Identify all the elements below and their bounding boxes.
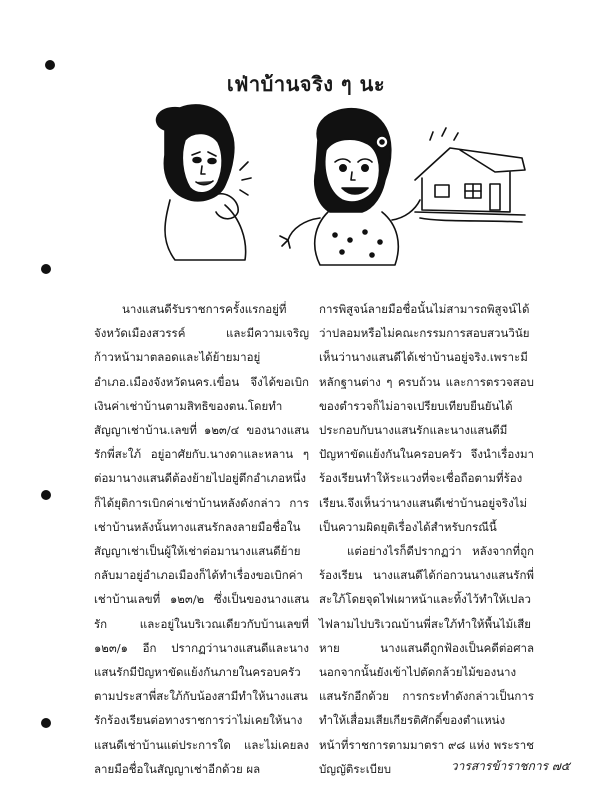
punch-hole-icon [41,264,51,274]
left-woman-figure [157,105,251,260]
punch-hole-icon [41,718,51,728]
punch-hole-icon [41,490,51,500]
paragraph: นางแสนดีรับราชการครั้งแรกอยู่ที่จังหวัดเมืองสวรรค์ และมีความเจริญก้าวหน้ามาตลอดและได้ย้ายมาอยู่อำเภอ.เมืองจังหวัดนคร.เขื่อน จึงได้ขอเบิกเงินค่าเช่าบ้านตามสิทธิของตน.โดยทำสัญญาเช่าบ้าน.เลขที่ ๑๒๓/๔ ของนางแสนรักพี่สะใภ้ อยู่อาศัยกับ.นางดาและหลาน ๆ ต่อมานางแสนดีต้องย้ายไปอยู่ตึกอำเภอหนึ่งก็ได้ยุติการเบิกค่าเช่าบ้านหลังดังกล่าว การเช่าบ้านหลังนั้นทางแสนรักลงลายมือชื่อในสัญญาเช่าเป็นผู้ให้เช่าต่อมานางแสนดีย้ายกลับมาอยู่อำเภอเมืองก็ได้ทำเรื่องขอเบิกค่าเช่าบ้านเลขที่ ๑๒๓/๒ ซึ่งเป็นของนางแสนรัก และอยู่ในบริเวณเดียวกับบ้านเลขที่ ๑๒๓/๑ อีก ปรากฏว่านางแสนดีและนางแสนรักมีปัญหาขัดแย้งกันภายในครอบครัวตามประสาพี่สะใภ้กับน้องสามีทำให้นางแสนรักร้องเรียนต่อทางราชการว่าไม่เคยให้นางแสนดีเช่าบ้านแต่ประการใด และไม่เคยลงลายมือชื่อในสัญญาเช่าอีกด้วย ผล [94,302,309,776]
page-footer: วารสารข้าราชการ ๗๕ [450,759,570,773]
two-women-and-house-illustration [130,100,530,280]
left-text-column [94,297,309,781]
paragraph: แต่อย่างไรก็ดีปรากฏว่า หลังจากที่ถูกร้องเรียน นางแสนดีได้ก่อกวนนางแสนรักพี่สะใภ้โดยจุดไฟเผาหน้าและทิ้งไว้ทำให้เปลวไฟลามไปบริเวณบ้านพี่สะใภ้ทำให้พื้นไม้เสียหาย นางแสนดีถูกฟ้องเป็นคดีต่อศาลนอกจากนั้นยังเข้าไปตัดกล้วยไม้ของนางแสนรักอีกด้วย การกระทำดังกล่าวเป็นการทำให้เสื่อมเสียเกียรติศักดิ์ของตำแหน่งหน้าที่ราชการตามมาตรา ๙๘ แห่ง พระราชบัญญัติระเบียบ [319,544,534,776]
right-woman-figure [280,109,420,265]
house-icon [415,128,525,222]
paragraph: การพิสูจน์ลายมือชื่อนั้นไม่สามารถพิสูจน์ได้ว่าปลอมหรือไม่คณะกรรมการสอบสวนวินัยเห็นว่านางแสนดีได้เช่าบ้านอยู่จริง.เพราะมีหลักฐานต่าง ๆ ครบถ้วน และการตรวจสอบของตำรวจก็ไม่อาจเปรียบเทียบยืนยันได้ประกอบกับนางแสนรักและนางแสนดีมีปัญหาขัดแย้งกันในครอบครัว จึงนำเรื่องมาร้องเรียนทำให้ระแวงที่จะเชื่อถือตามที่ร้องเรียน.จึงเห็นว่านางแสนดีเช่าบ้านอยู่จริงไม่เป็นความผิดยุติเรื่องได้สำหรับกรณีนี้ [319,302,534,534]
right-text-column [319,297,534,781]
page-title: เฟ่าบ้านจริง ๆ นะ [226,72,386,96]
